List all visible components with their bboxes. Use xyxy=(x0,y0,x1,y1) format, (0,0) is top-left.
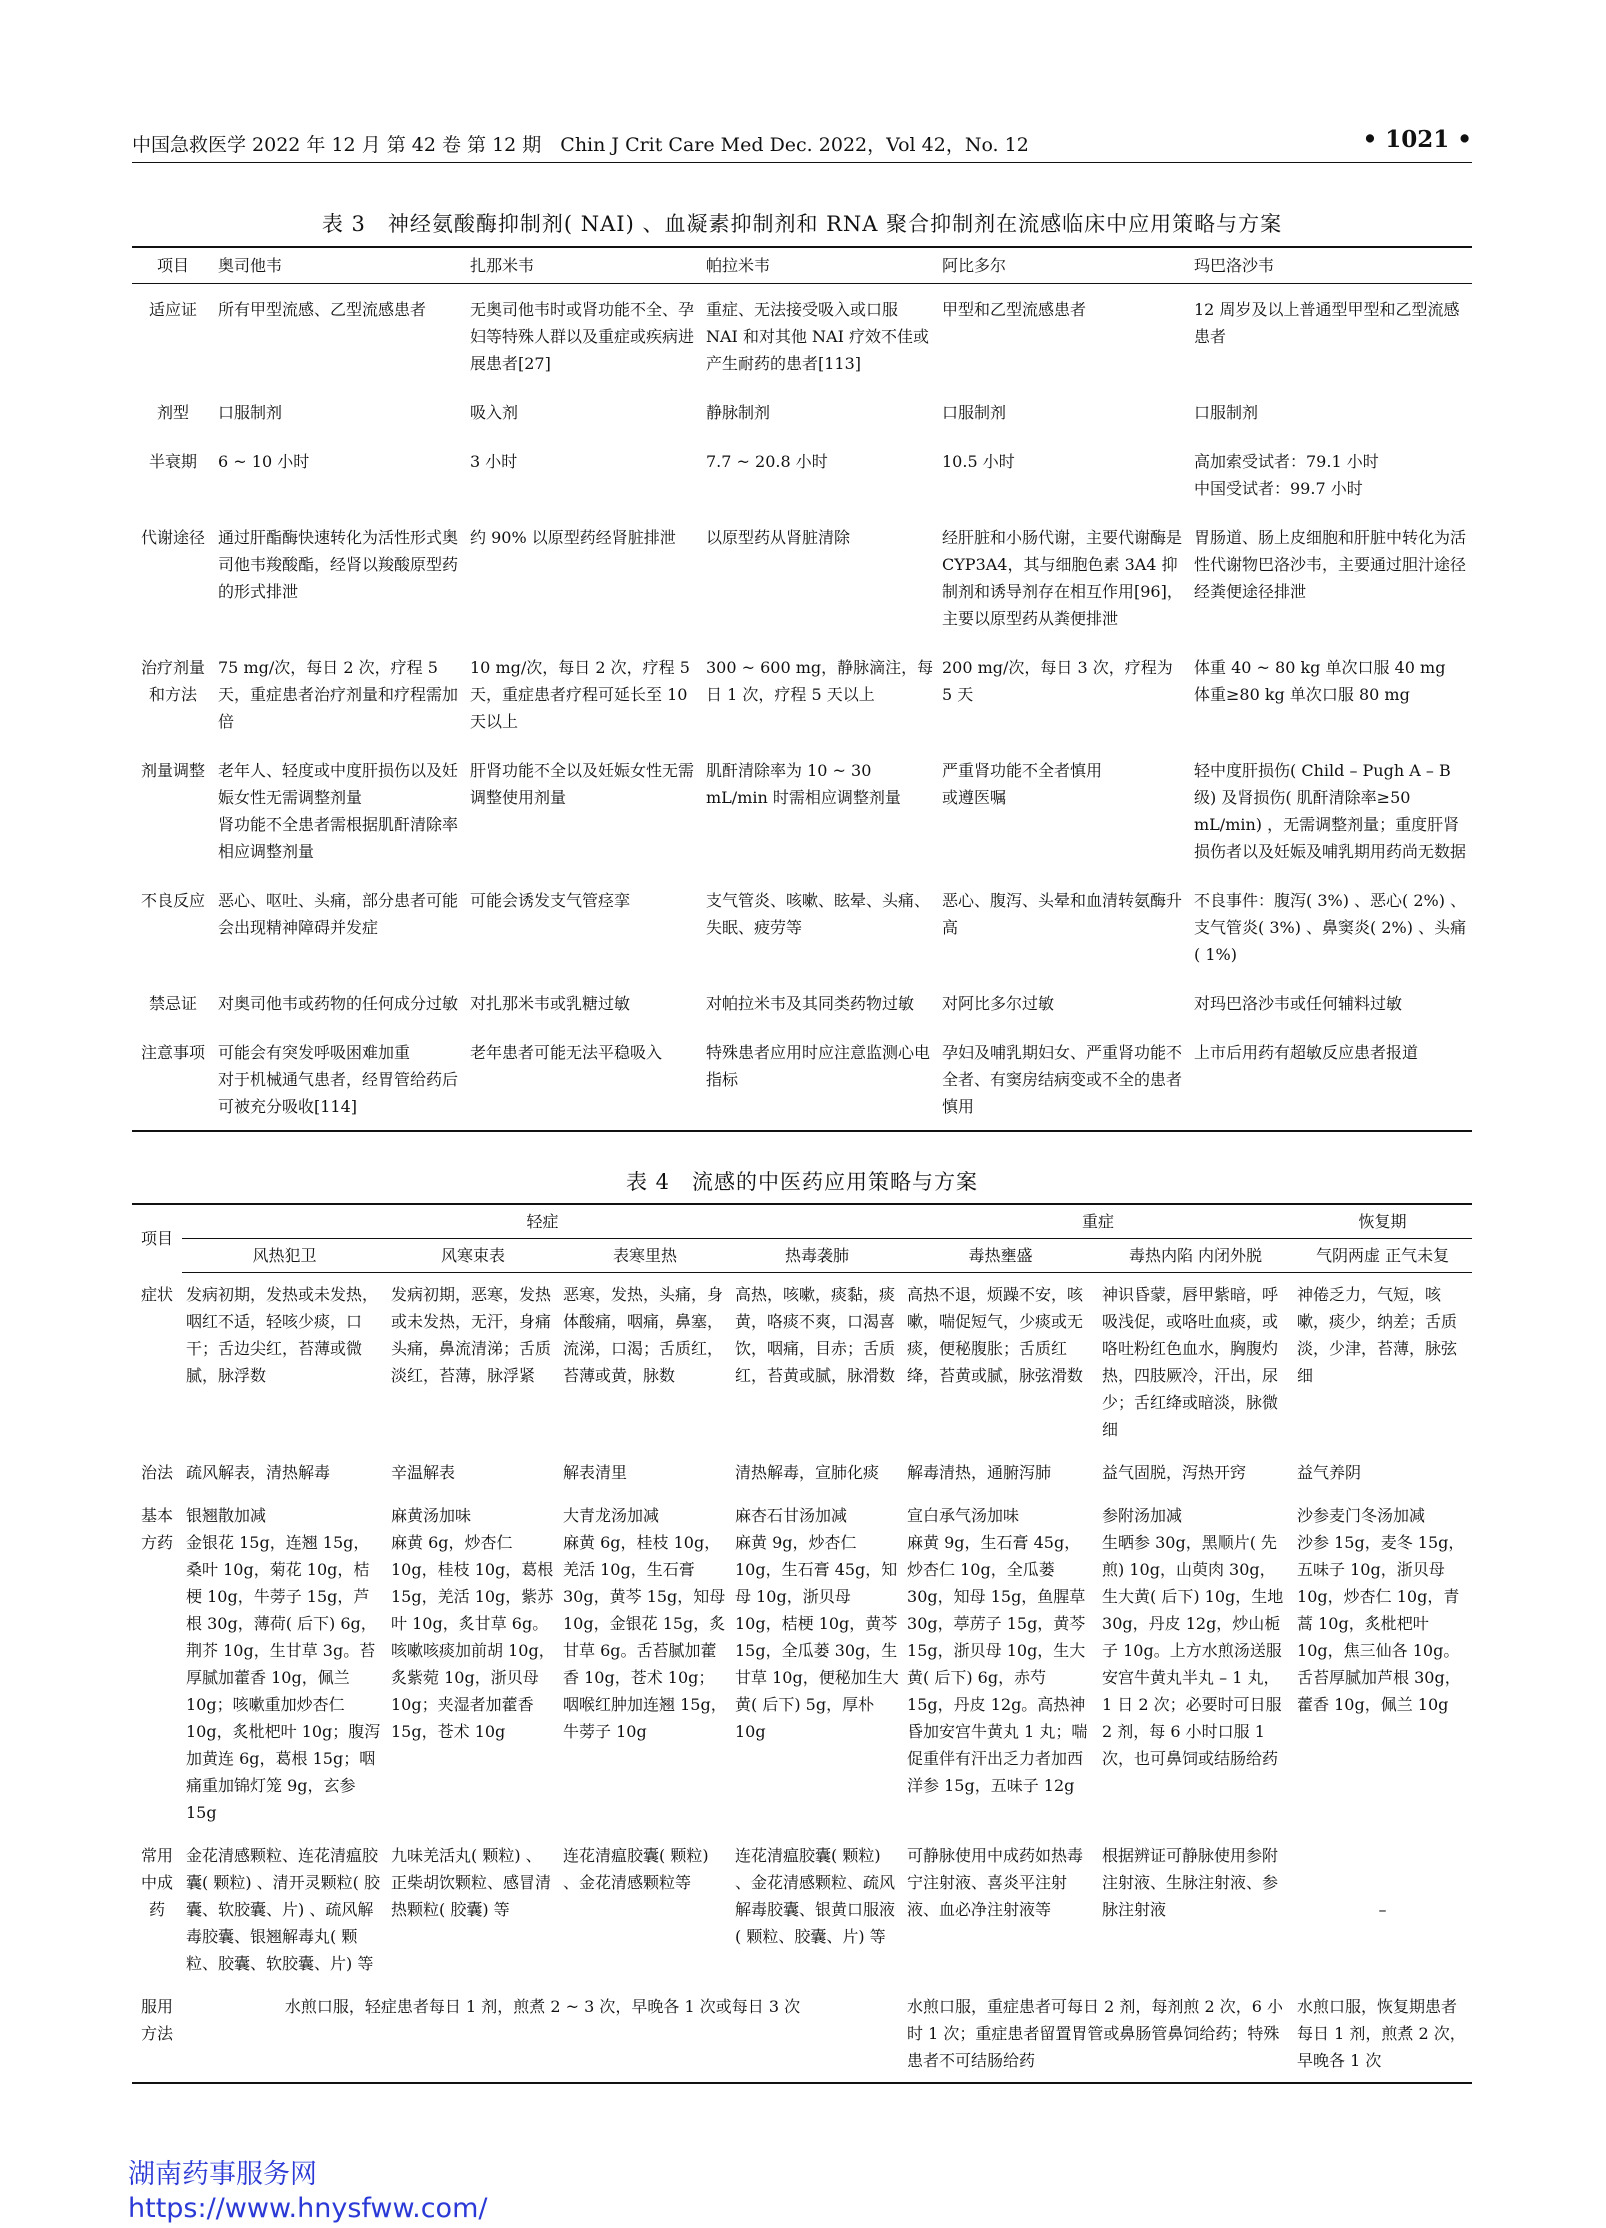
table3-cell: 对阿比多尔过敏 xyxy=(942,994,1055,1013)
table4-row xyxy=(132,1834,1472,1985)
table3-row xyxy=(132,875,1472,978)
table4-row-label: 常用中成药 xyxy=(140,1846,173,1919)
table3-cell: 所有甲型流感、乙型流感患者 xyxy=(218,300,427,319)
table3-row xyxy=(132,1027,1472,1131)
usage-severe: 水煎口服，重症患者可每日 2 剂，每剂煎 2 次，6 小时 1 次；重症患者留置胃管或鼻肠管鼻饲给药；特殊患者不可结肠给药 xyxy=(903,1985,1293,2083)
watermark-url[interactable]: https://www.hnysfww.com/ xyxy=(128,2193,488,2224)
table3-cell: 10.5 小时 xyxy=(942,452,1015,471)
table3-cell: 10 mg/次，每日 2 次，疗程 5 天，重症患者疗程可延长至 10 天以上 xyxy=(470,658,690,731)
table3-row xyxy=(132,978,1472,1027)
table4-caption: 表 4 流感的中医药应用策略与方案 xyxy=(625,1170,979,1194)
table3-cell: 吸入剂 xyxy=(470,403,519,422)
table4-subcol: 表寒里热 xyxy=(559,1239,731,1273)
table3-cell: 200 mg/次，每日 3 次，疗程为 5 天 xyxy=(942,658,1173,704)
table3-caption: 表 3 神经氨酸酶抑制剂( NAI) 、血凝素抑制剂和 RNA 聚合抑制剂在流感临床中应用策略与方案 xyxy=(321,212,1283,236)
table4-subcol: 热毒袭肺 xyxy=(731,1239,903,1273)
table3-row xyxy=(132,745,1472,875)
table4-cell: 发病初期，恶寒，发热或未发热，无汗，身痛头痛，鼻流清涕；舌质淡红，苔薄，脉浮紧 xyxy=(391,1285,552,1385)
table4-cell: 连花清瘟胶囊( 颗粒) 、金花清感颗粒等 xyxy=(563,1846,709,1892)
table4-cell: 麻黄汤加味 麻黄 6g，炒杏仁 10g，桂枝 10g，葛根 15g，羌活 10g，紫苏叶 10g，炙甘草 6g。咳嗽咳痰加前胡 10g，炙紫菀 10g，浙贝母 10g；夹湿者加藿香 15g，苍术 10g xyxy=(391,1506,555,1741)
table3-row xyxy=(132,512,1472,642)
table3-cell: 静脉制剂 xyxy=(706,403,771,422)
group-mild: 轻症 xyxy=(182,1204,903,1239)
table3-cell: 以原型药从肾脏清除 xyxy=(706,528,851,547)
header-rule xyxy=(132,162,1472,163)
table3-cell: 可能会诱发支气管痉挛 xyxy=(470,891,631,910)
table4-cell: 解毒清热，通腑泻肺 xyxy=(907,1463,1052,1482)
table4-group-row xyxy=(132,1204,1472,1239)
table3-cell: 不良事件：腹泻( 3%) 、恶心( 2%) 、支气管炎( 3%) 、鼻窦炎( 2%) 、头痛( 1%) xyxy=(1194,891,1467,964)
table3-row-label: 代谢途径 xyxy=(140,528,205,547)
usage-mild: 水煎口服，轻症患者每日 1 剂，煎煮 2 ~ 3 次，早晚各 1 次或每日 3 次 xyxy=(182,1985,903,2083)
table4-subheader-row xyxy=(132,1239,1472,1273)
table3-cell: 老年患者可能无法平稳吸入 xyxy=(466,1027,702,1131)
table4-row xyxy=(132,1273,1472,1452)
table3-cell: 轻中度肝损伤( Child – Pugh A – B 级) 及肾损伤( 肌酐清除率≥50 mL/min) ，无需调整剂量；重度肝肾损伤者以及妊娠及哺乳期用药尚无数据 xyxy=(1194,761,1467,861)
table3-cell: 对扎那米韦或乳糖过敏 xyxy=(470,994,631,1013)
table3-col-header: 阿比多尔 xyxy=(938,247,1190,284)
table3-row-label: 禁忌证 xyxy=(148,994,197,1013)
page-number: • 1021 • xyxy=(1362,126,1472,153)
table3-cell: 甲型和乙型流感患者 xyxy=(942,300,1087,319)
group-recovery: 恢复期 xyxy=(1293,1204,1472,1239)
table3-cell: 12 周岁及以上普通型甲型和乙型流感患者 xyxy=(1194,300,1460,346)
table4-cell: 恶寒，发热，头痛，身体酸痛，咽痛，鼻塞，流涕，口渴；舌质红，苔薄或黄，脉数 xyxy=(563,1285,724,1385)
table4-item-header: 项目 xyxy=(132,1204,182,1273)
table3-cell: 严重肾功能不全者慎用 或遵医嘱 xyxy=(942,761,1103,807)
table3-cell: 重症、无法接受吸入或口服 NAI 和对其他 NAI 疗效不佳或产生耐药的患者[113] xyxy=(706,300,930,373)
table3 xyxy=(132,246,1472,1132)
table3-cell: 无奥司他韦时或肾功能不全、孕妇等特殊人群以及重症或疾病进展患者[27] xyxy=(470,300,695,373)
watermark-site-name: 湖南药事服务网 xyxy=(128,2159,317,2190)
table3-col-header: 奥司他韦 xyxy=(214,247,466,284)
running-header xyxy=(132,126,1472,160)
table4-cell: 辛温解表 xyxy=(391,1463,456,1482)
table3-cell: 300 ~ 600 mg，静脉滴注，每日 1 次，疗程 5 天以上 xyxy=(706,658,934,704)
table3-cell: 恶心、呕吐、头痛，部分患者可能会出现精神障碍并发症 xyxy=(218,891,459,937)
table3-row xyxy=(132,436,1472,512)
table3-cell: 孕妇及哺乳期妇女、严重肾功能不全者、有窦房结病变或不全的患者慎用 xyxy=(938,1027,1190,1131)
table4-cell: – xyxy=(1378,1900,1387,1919)
table4-cell: 沙参麦门冬汤加减 沙参 15g，麦冬 15g，五味子 10g，浙贝母 10g，炒杏仁 10g，青蒿 10g，炙枇杷叶 10g，焦三仙各 10g。舌苔厚腻加芦根 30g，藿香 10g，佩兰 10g xyxy=(1297,1506,1465,1714)
table4-cell: 疏风解表，清热解毒 xyxy=(186,1463,331,1482)
table4-cell: 神倦乏力，气短，咳嗽，痰少，纳差；舌质淡，少津，苔薄，脉弦细 xyxy=(1297,1285,1458,1385)
table3-row xyxy=(132,387,1472,436)
table3-cell: 经肝脏和小肠代谢，主要代谢酶是 CYP3A4，其与细胞色素 3A4 抑制剂和诱导剂存在相互作用[96]，主要以原型药从粪便排泄 xyxy=(942,528,1183,628)
table3-cell: 7.7 ~ 20.8 小时 xyxy=(706,452,828,471)
table3-cell: 约 90% 以原型药经肾脏排泄 xyxy=(470,528,676,547)
table3-cell: 对玛巴洛沙韦或任何辅料过敏 xyxy=(1194,994,1403,1013)
table3-cell: 上市后用药有超敏反应患者报道 xyxy=(1190,1027,1472,1131)
table3-cell: 支气管炎、咳嗽、眩晕、头痛、失眠、疲劳等 xyxy=(706,891,931,937)
table3-cell: 口服制剂 xyxy=(1194,403,1259,422)
table3-cell: 特殊患者应用时应注意监测心电指标 xyxy=(702,1027,938,1131)
table4-cell: 金花清感颗粒、连花清瘟胶囊( 颗粒) 、清开灵颗粒( 胶囊、软胶囊、片) 、疏风解毒胶囊、银翘解毒丸( 颗粒、胶囊、软胶囊、片) 等 xyxy=(186,1846,380,1973)
table3-cell: 胃肠道、肠上皮细胞和肝脏中转化为活性代谢物巴洛沙韦，主要通过胆汁途径经粪便途径排泄 xyxy=(1194,528,1467,601)
table4-cell: 高热，咳嗽，痰黏，痰黄，咯痰不爽，口渴喜饮，咽痛，目赤；舌质红，苔黄或腻，脉滑数 xyxy=(735,1285,896,1385)
table3-col-header: 玛巴洛沙韦 xyxy=(1190,247,1472,284)
table3-cell: 肝肾功能不全以及妊娠女性无需调整使用剂量 xyxy=(470,761,695,807)
table3-row xyxy=(132,284,1472,388)
table3-col-header: 扎那米韦 xyxy=(466,247,702,284)
table3-row-label: 剂量调整 xyxy=(140,761,205,780)
table3-cell: 口服制剂 xyxy=(218,403,283,422)
journal-info: 中国急救医学 2022 年 12 月 第 42 卷 第 12 期 Chin J Crit Care Med Dec. 2022，Vol 42，No. 12 xyxy=(132,134,1029,156)
table3-cell: 通过肝酯酶快速转化为活性形式奥司他韦羧酸酯，经肾以羧酸原型药的形式排泄 xyxy=(218,528,459,601)
table4-row-label: 基本方药 xyxy=(140,1506,173,1552)
table4-cell: 益气固脱，泻热开窍 xyxy=(1102,1463,1247,1482)
table3-row-label: 注意事项 xyxy=(132,1027,214,1131)
table4-subcol: 风热犯卫 xyxy=(182,1239,387,1273)
table3-cell: 对帕拉米韦及其同类药物过敏 xyxy=(706,994,915,1013)
table3-row-label: 半衰期 xyxy=(148,452,197,471)
table4-cell: 九味羌活丸( 颗粒) 、正柴胡饮颗粒、感冒清热颗粒( 胶囊) 等 xyxy=(391,1846,552,1919)
table3-row-label: 不良反应 xyxy=(140,891,205,910)
table3-row-label: 治疗剂量和方法 xyxy=(140,658,205,704)
table4-cell: 清热解毒，宣肺化痰 xyxy=(735,1463,880,1482)
table3-cell: 体重 40 ~ 80 kg 单次口服 40 mg 体重≥80 kg 单次口服 80 mg xyxy=(1194,658,1446,704)
table4-cell: 参附汤加减 生晒参 30g，黑顺片( 先煎) 10g，山萸肉 30g，生大黄( 后下) 10g，生地 30g，丹皮 12g，炒山栀子 10g。上方水煎汤送服安宫牛黄丸半丸 – 1 丸，1 日 2 次；必要时可日服 2 剂，每 6 小时口服 1 次，也可鼻饲或结肠给药 xyxy=(1102,1506,1284,1768)
table4-cell: 宣白承气汤加味 麻黄 9g，生石膏 45g，炒杏仁 10g，全瓜蒌 30g，知母 15g，鱼腥草 30g，葶苈子 15g，黄芩 15g，浙贝母 10g，生大黄( 后下) 6g，赤芍 15g，丹皮 12g。高热神昏加安宫牛黄丸 1 丸；喘促重伴有汗出乏力者加西洋参 15g，五味子 12g xyxy=(907,1506,1088,1795)
table4-cell: 高热不退，烦躁不安，咳嗽，喘促短气，少痰或无痰，便秘腹胀；舌质红绛，苔黄或腻，脉弦滑数 xyxy=(907,1285,1084,1385)
watermark xyxy=(128,2158,487,2226)
table3-cell: 高加索受试者：79.1 小时 中国受试者：99.7 小时 xyxy=(1194,452,1379,498)
table4-row xyxy=(132,1451,1472,1494)
table3-cell: 6 ~ 10 小时 xyxy=(218,452,310,471)
table4-cell: 连花清瘟胶囊( 颗粒) 、金花清感颗粒、疏风解毒胶囊、银黄口服液( 颗粒、胶囊、片) 等 xyxy=(735,1846,896,1946)
group-severe: 重症 xyxy=(903,1204,1293,1239)
table3-row xyxy=(132,642,1472,745)
table4-row-label: 服用方法 xyxy=(132,1985,182,2083)
table3-row-label: 剂型 xyxy=(156,403,189,422)
table3-cell: 对奥司他韦或药物的任何成分过敏 xyxy=(218,994,459,1013)
table4-subcol: 毒热内陷 内闭外脱 xyxy=(1098,1239,1293,1273)
table4-cell: 发病初期，发热或未发热，咽红不适，轻咳少痰，口干；舌边尖红，苔薄或微腻，脉浮数 xyxy=(186,1285,379,1385)
usage-recovery: 水煎口服，恢复期患者每日 1 剂，煎煮 2 次，早晚各 1 次 xyxy=(1293,1985,1472,2083)
table4-subcol: 风寒束表 xyxy=(387,1239,559,1273)
table4-subcol: 毒热壅盛 xyxy=(903,1239,1098,1273)
table4-cell: 银翘散加减 金银花 15g，连翘 15g，桑叶 10g，菊花 10g，桔梗 10g，牛蒡子 15g，芦根 30g，薄荷( 后下) 6g，荆芥 10g，生甘草 3g。苔厚腻加藿香 10g，佩兰 10g；咳嗽重加炒杏仁 10g，炙枇杷叶 10g；腹泻加黄连 6g，葛根 15g；咽痛重加锦灯笼 9g，玄参 15g xyxy=(186,1506,381,1822)
table4-row-label: 症状 xyxy=(140,1284,173,1304)
table4-row xyxy=(132,1494,1472,1834)
table4-row-label: 治法 xyxy=(140,1463,173,1482)
table3-cell: 老年人、轻度或中度肝损伤以及妊娠女性无需调整剂量 肾功能不全患者需根据肌酐清除率相应调整剂量 xyxy=(218,761,459,861)
table4-cell: 神识昏蒙，唇甲紫暗，呼吸浅促，或咯吐血痰，或咯吐粉红色血水，胸腹灼热，四肢厥冷，汗出，尿少；舌红绛或暗淡，脉微细 xyxy=(1102,1285,1279,1439)
table3-cell: 3 小时 xyxy=(470,452,518,471)
table4-row xyxy=(132,1985,1472,2083)
table4-cell: 根据辨证可静脉使用参附注射液、生脉注射液、参脉注射液 xyxy=(1102,1846,1279,1919)
table3-row-label: 适应证 xyxy=(148,300,197,319)
table4-cell: 大青龙汤加减 麻黄 6g，桂枝 10g，羌活 10g，生石膏 30g，黄芩 15g，知母 10g，金银花 15g，炙甘草 6g。舌苔腻加藿香 10g，苍术 10g；咽喉红肿加连翘 15g，牛蒡子 10g xyxy=(563,1506,727,1741)
table4 xyxy=(132,1203,1472,2084)
table4-cell: 益气养阴 xyxy=(1297,1463,1362,1482)
table3-cell: 75 mg/次，每日 2 次，疗程 5 天，重症患者治疗剂量和疗程需加倍 xyxy=(218,658,459,731)
table3-col-header: 项目 xyxy=(132,247,214,284)
table3-header-row xyxy=(132,247,1472,284)
table4-cell: 解表清里 xyxy=(563,1463,628,1482)
table4-cell: 可静脉使用中成药如热毒宁注射液、喜炎平注射液、血必净注射液等 xyxy=(907,1846,1084,1919)
table3-cell: 可能会有突发呼吸困难加重 对于机械通气患者，经胃管给药后可被充分吸收[114] xyxy=(214,1027,466,1131)
table3-cell: 肌酐清除率为 10 ~ 30 mL/min 时需相应调整剂量 xyxy=(706,761,901,807)
table3-cell: 口服制剂 xyxy=(942,403,1007,422)
table4-subcol: 气阴两虚 正气未复 xyxy=(1293,1239,1472,1273)
table4-cell: 麻杏石甘汤加减 麻黄 9g，炒杏仁 10g，生石膏 45g，知母 10g，浙贝母 10g，桔梗 10g，黄芩 15g，全瓜蒌 30g，生甘草 10g，便秘加生大黄( 后下) 5g，厚朴 10g xyxy=(735,1506,899,1741)
table3-col-header: 帕拉米韦 xyxy=(702,247,938,284)
table3-cell: 恶心、腹泻、头晕和血清转氨酶升高 xyxy=(942,891,1183,937)
